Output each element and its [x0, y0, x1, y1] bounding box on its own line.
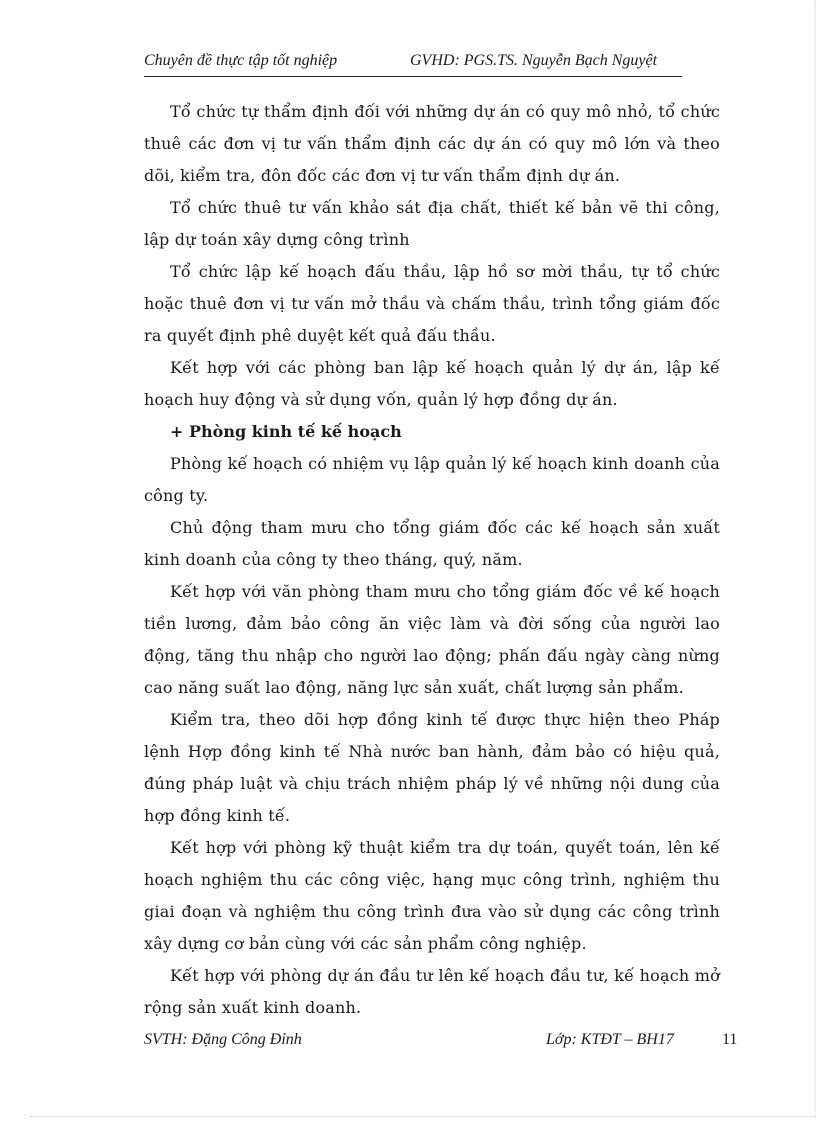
page-number: 11 [722, 1031, 738, 1048]
paragraph: Kết hợp với văn phòng tham mưu cho tổng giám đốc về kế hoạch tiền lương, đảm bảo công ăn việc làm và đời sống của người lao động, tăng thu nhập cho người lao động; phấn đấu ngày càng nừng cao năng suất lao động, năng lực sản xuất, chất lượng sản phẩm. [144, 582, 720, 697]
paragraph: Tổ chức lập kế hoạch đấu thầu, lập hồ sơ mời thầu, tự tổ chức hoặc thuê đơn vị tư vấn mở thầu và chấm thầu, trình tổng giám đốc ra quyết định phê duyệt kết quả đấu thầu. [144, 262, 720, 345]
document-body [144, 96, 720, 1024]
header-advisor: GVHD: PGS.TS. Nguyễn Bạch Nguyệt [410, 52, 658, 69]
paragraph: Chủ động tham mưu cho tổng giám đốc các kế hoạch sản xuất kinh doanh của công ty theo tháng, quý, năm. [144, 518, 720, 569]
header-thesis-title: Chuyên đề thực tập tốt nghiệp [144, 52, 338, 69]
footer-student: SVTH: Đặng Công Đỉnh [144, 1031, 302, 1048]
paragraph: Tổ chức thuê tư vấn khảo sát địa chất, thiết kế bản vẽ thi công, lập dự toán xây dựng công trình [144, 198, 720, 249]
footer-class: Lớp: KTĐT – BH17 [546, 1031, 674, 1048]
paragraph: Kiểm tra, theo dõi hợp đồng kinh tế được thực hiện theo Pháp lệnh Hợp đồng kinh tế Nhà nước ban hành, đảm bảo có hiệu quả, đúng pháp luật và chịu trách nhiệm pháp lý về những nội dung của hợp đồng kinh tế. [144, 710, 720, 825]
paragraph: Kết hợp với phòng kỹ thuật kiểm tra dự toán, quyết toán, lên kế hoạch nghiệm thu các công việc, hạng mục công trình, nghiệm thu giai đoạn và nghiệm thu công trình đưa vào sử dụng các công trình xây dựng cơ bản cùng với các sản phẩm công nghiệp. [144, 838, 720, 953]
paragraph: Kết hợp với phòng dự án đầu tư lên kế hoạch đầu tư, kế hoạch mở rộng sản xuất kinh doanh. [144, 966, 720, 1017]
page-footer [144, 1031, 740, 1055]
section-heading: + Phòng kinh tế kế hoạch [170, 422, 402, 441]
paragraph: Kết hợp với các phòng ban lập kế hoạch quản lý dự án, lập kế hoạch huy động và sử dụng vốn, quản lý hợp đồng dự án. [144, 358, 720, 409]
page-header [144, 52, 682, 77]
paragraph: Tổ chức tự thẩm định đối với những dự án có quy mô nhỏ, tổ chức thuê các đơn vị tư vấn thẩm định các dự án có quy mô lớn và theo dõi, kiểm tra, đôn đốc các đơn vị tư vấn thẩm định dự án. [144, 102, 720, 185]
paragraph: Phòng kế hoạch có nhiệm vụ lập quản lý kế hoạch kinh doanh của công ty. [144, 454, 720, 505]
page-bottom-edge [30, 1116, 816, 1117]
